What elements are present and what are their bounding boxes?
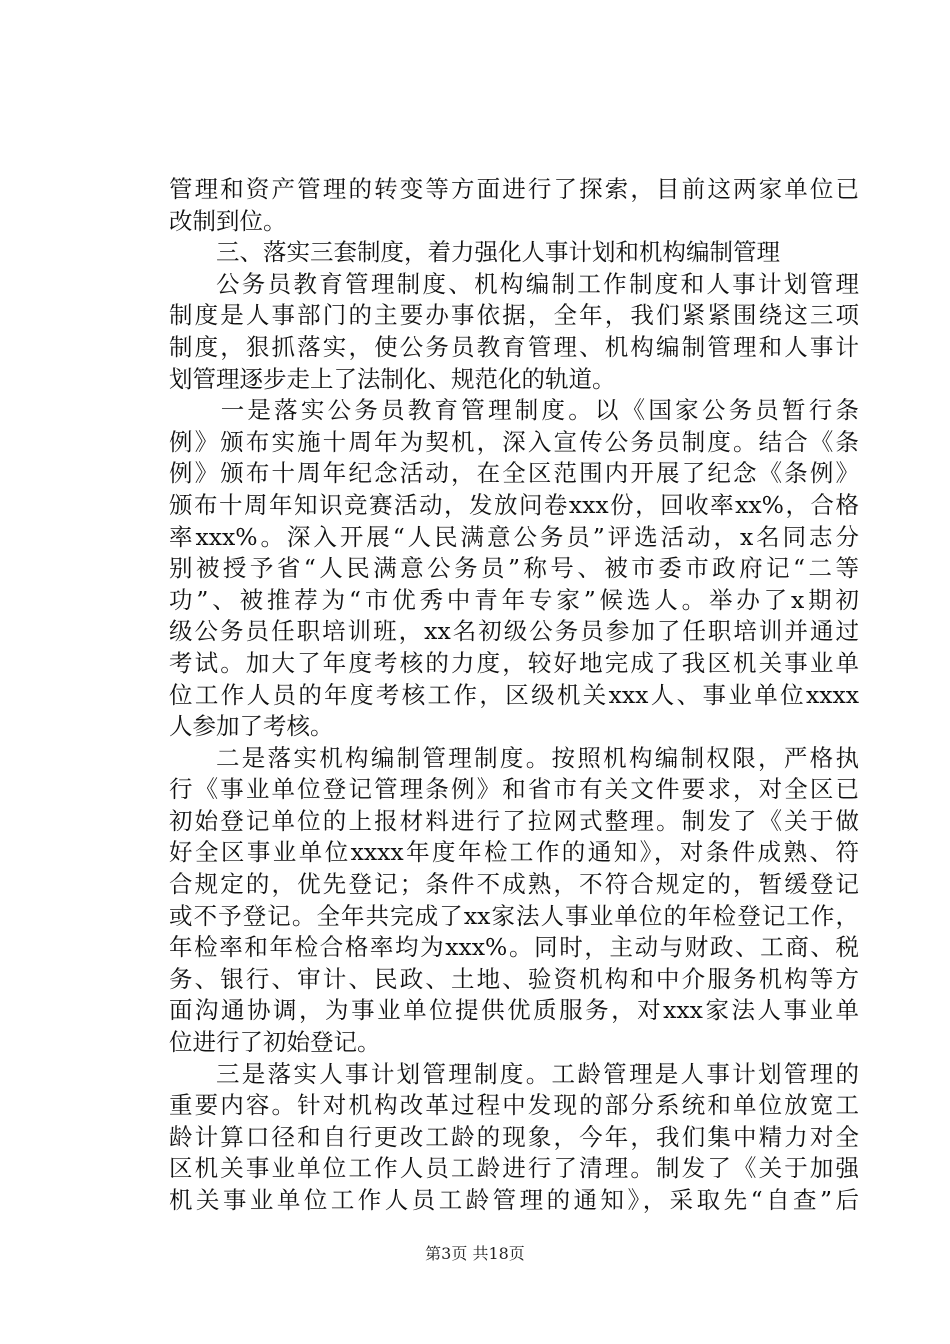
- page-footer: 第3页 共18页: [425, 1244, 525, 1263]
- text-line: 率xxx%。深入开展“人民满意公务员”评选活动，x名同志分: [169, 522, 859, 551]
- text-line: 改制到位。: [169, 206, 287, 235]
- text-line: 划管理逐步走上了法制化、规范化的轨道。: [169, 364, 616, 393]
- text-line: 二是落实机构编制管理制度。按照机构编制权限，严格执: [216, 743, 859, 772]
- text-line: 区机关事业单位工作人员工龄进行了清理。制发了《关于加强: [169, 1154, 859, 1183]
- text-line: 管理和资产管理的转变等方面进行了探索，目前这两家单位已: [169, 175, 859, 203]
- text-line: 初始登记单位的上报材料进行了拉网式整理。制发了《关于做: [169, 806, 859, 835]
- text-line: 行《事业单位登记管理条例》和省市有关文件要求，对全区已: [169, 775, 859, 804]
- text-line: 合规定的，优先登记；条件不成熟，不符合规定的，暂缓登记: [169, 870, 859, 899]
- text-line: 位工作人员的年度考核工作，区级机关xxx人、事业单位xxxx: [169, 680, 859, 709]
- text-line: 面沟通协调，为事业单位提供优质服务，对xxx家法人事业单: [169, 996, 859, 1025]
- document-body: [169, 174, 859, 1217]
- text-line: 好全区事业单位xxxx年度年检工作的通知》，对条件成熟、符: [169, 838, 859, 867]
- text-line: 例》颁布十周年纪念活动，在全区范围内开展了纪念《条例》: [169, 459, 859, 488]
- text-line: 机关事业单位工作人员工龄管理的通知》，采取先“自查”后: [169, 1186, 859, 1214]
- text-line: 位进行了初始登记。: [169, 1028, 381, 1057]
- text-line: 级公务员任职培训班，xx名初级公务员参加了任职培训并通过: [169, 617, 859, 646]
- text-line: 颁布十周年知识竞赛活动，发放问卷xxx份，回收率xx%，合格: [169, 490, 859, 519]
- text-line: 重要内容。针对机构改革过程中发现的部分系统和单位放宽工: [169, 1091, 859, 1120]
- text-line: 功”、被推荐为“市优秀中青年专家”候选人。举办了x期初: [169, 585, 859, 614]
- text-line: 三是落实人事计划管理制度。工龄管理是人事计划管理的: [216, 1059, 859, 1088]
- text-line: 别被授予省“人民满意公务员”称号、被市委市政府记“二等: [169, 554, 859, 583]
- text-line: 考试。加大了年度考核的力度，较好地完成了我区机关事业单: [169, 648, 859, 677]
- text-line: 龄计算口径和自行更改工龄的现象，今年，我们集中精力对全: [169, 1122, 859, 1151]
- text-line: 制度，狠抓落实，使公务员教育管理、机构编制管理和人事计: [169, 332, 859, 361]
- text-line: 或不予登记。全年共完成了xx家法人事业单位的年检登记工作，: [169, 901, 859, 930]
- text-line: 一是落实公务员教育管理制度。以《国家公务员暂行条: [220, 396, 859, 425]
- text-line: 公务员教育管理制度、机构编制工作制度和人事计划管理: [216, 269, 859, 298]
- text-line: 三、落实三套制度，着力强化人事计划和机构编制管理: [216, 238, 780, 267]
- text-line: 制度是人事部门的主要办事依据，全年，我们紧紧围绕这三项: [169, 301, 859, 330]
- text-line: 务、银行、审计、民政、土地、验资机构和中介服务机构等方: [169, 964, 859, 993]
- text-line: 人参加了考核。: [169, 712, 334, 741]
- text-line: 年检率和年检合格率均为xxx%。同时，主动与财政、工商、税: [169, 933, 859, 962]
- text-line: 例》颁布实施十周年为契机，深入宣传公务员制度。结合《条: [169, 427, 859, 456]
